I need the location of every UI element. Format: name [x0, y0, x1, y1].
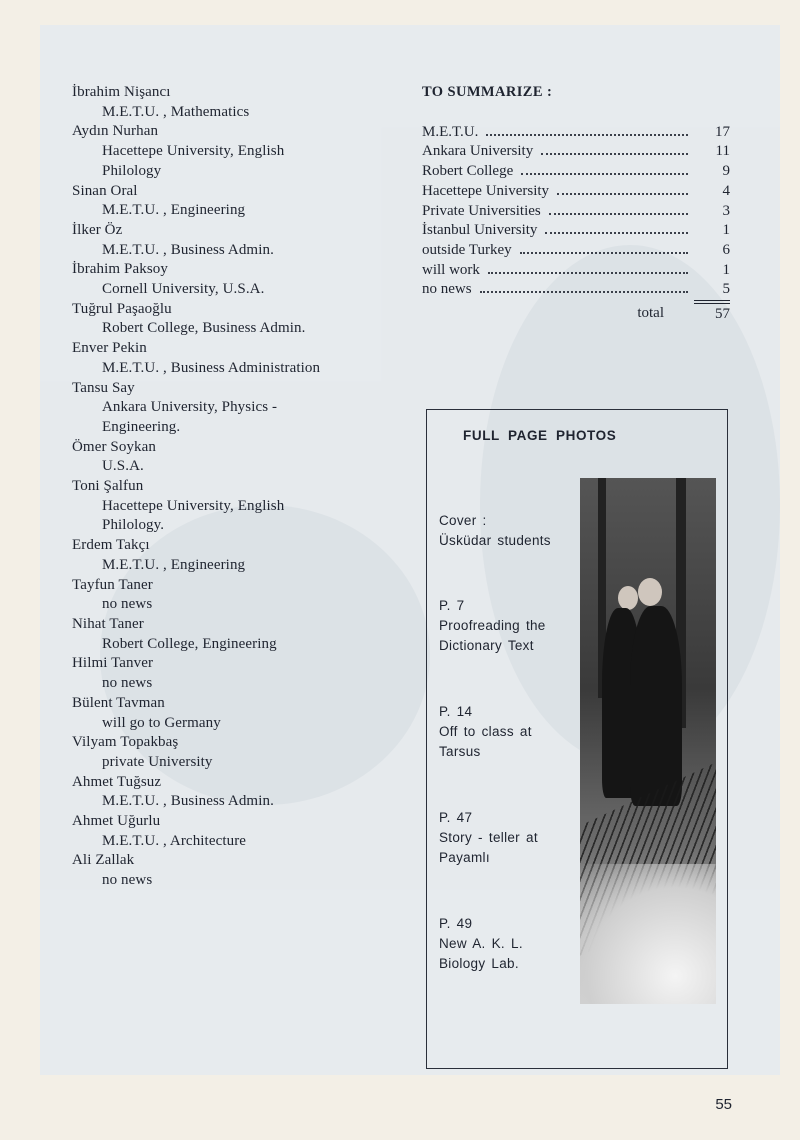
dot-leader — [480, 290, 688, 293]
roster-name: Ahmet Tuğsuz — [72, 773, 162, 790]
roster-name: İlker Öz — [72, 221, 123, 238]
summary-label: outside Turkey — [422, 241, 512, 258]
roster-name: Hilmi Tanver — [72, 655, 154, 672]
student-figure — [630, 606, 682, 806]
dot-leader — [488, 271, 688, 274]
roster-detail: no news — [102, 675, 153, 692]
roster-entry — [72, 733, 417, 772]
caption-line: Tarsus — [439, 744, 481, 759]
roster-detail: Hacettepe University, English — [102, 143, 285, 160]
roster-detail: M.E.T.U. , Architecture — [102, 832, 247, 849]
summary-label: Ankara University — [422, 143, 534, 160]
roster-name: Nihat Taner — [72, 615, 144, 632]
caption-line: P. 49 — [439, 916, 473, 931]
roster-entry — [72, 438, 417, 477]
page-number: 55 — [715, 1096, 732, 1113]
summary-value: 1 — [722, 222, 730, 239]
roster-detail: Ankara University, Physics - — [102, 399, 278, 416]
roster-name: Tayfun Taner — [72, 576, 153, 593]
roster-detail: no news — [102, 596, 153, 613]
caption-line: Story - teller at — [439, 830, 538, 845]
summary-row — [422, 202, 730, 222]
summary-label: İstanbul University — [422, 222, 538, 239]
summary-row — [422, 221, 730, 241]
roster-detail: M.E.T.U. , Business Administration — [102, 359, 321, 376]
roster-name: Tansu Say — [72, 379, 135, 396]
summary-total-value: 57 — [694, 303, 730, 324]
roster-entry — [72, 260, 417, 299]
summary-label: will work — [422, 261, 480, 278]
caption-line: Dictionary Text — [439, 638, 534, 653]
roster-entry — [72, 851, 417, 890]
roster-detail: Philology — [102, 162, 162, 179]
roster-name: Bülent Tavman — [72, 694, 165, 711]
caption-line: P. 7 — [439, 598, 465, 613]
roster-name: İbrahim Paksoy — [72, 261, 168, 278]
photos-title: FULL PAGE PHOTOS — [463, 428, 617, 443]
roster-detail: Robert College, Business Admin. — [102, 320, 306, 337]
roster-entry — [72, 221, 417, 260]
roster-name: Aydın Nurhan — [72, 123, 159, 140]
full-page-photos-box — [426, 409, 728, 1069]
students-walking-photo — [580, 478, 716, 1004]
summary-value: 1 — [722, 261, 730, 278]
roster-name: İbrahim Nişancı — [72, 84, 171, 100]
summary-table — [422, 83, 730, 324]
roster-detail: private University — [102, 753, 213, 770]
summary-value: 5 — [694, 280, 730, 301]
roster-entry — [72, 576, 417, 615]
roster-entry — [72, 122, 417, 181]
caption-line: Off to class at — [439, 724, 532, 739]
roster-entry — [72, 300, 417, 339]
roster-detail: no news — [102, 872, 153, 889]
caption-line: Cover : — [439, 513, 487, 528]
dot-leader — [549, 212, 688, 215]
summary-label: Hacettepe University — [422, 182, 550, 199]
summary-value: 17 — [715, 123, 730, 140]
roster-detail: M.E.T.U. , Engineering — [102, 556, 246, 573]
roster-detail: Robert College, Engineering — [102, 635, 277, 652]
summary-row — [422, 280, 730, 301]
roster-entry — [72, 654, 417, 693]
summary-label: Robert College — [422, 163, 514, 180]
summary-value: 3 — [722, 202, 730, 219]
roster-detail: Hacettepe University, English — [102, 497, 285, 514]
student-head — [618, 586, 638, 610]
caption-line: Biology Lab. — [439, 956, 519, 971]
roster-detail: will go to Germany — [102, 714, 221, 731]
roster-detail: M.E.T.U. , Engineering — [102, 202, 246, 219]
roster-entry — [72, 536, 417, 575]
dot-leader — [486, 133, 688, 136]
summary-total-label: total — [637, 305, 664, 322]
caption-line: Üsküdar students — [439, 533, 551, 548]
summary-row — [422, 261, 730, 281]
summary-row — [422, 241, 730, 261]
graduate-roster — [72, 83, 417, 891]
summary-row — [422, 123, 730, 143]
caption-line: P. 14 — [439, 704, 473, 719]
dot-leader — [520, 251, 688, 254]
dot-leader — [541, 152, 688, 155]
roster-name: Tuğrul Paşaoğlu — [72, 300, 172, 317]
roster-detail: M.E.T.U. , Business Admin. — [102, 793, 274, 810]
roster-detail: U.S.A. — [102, 458, 144, 475]
dot-leader — [545, 231, 688, 234]
dot-leader — [557, 192, 688, 195]
photo-caption-p14 — [439, 702, 532, 762]
caption-line: New A. K. L. — [439, 936, 523, 951]
roster-name: Ali Zallak — [72, 852, 135, 869]
summary-value: 4 — [722, 182, 730, 199]
roster-entry — [72, 773, 417, 812]
roster-entry — [72, 477, 417, 536]
roster-detail: Cornell University, U.S.A. — [102, 281, 265, 298]
roster-entry — [72, 694, 417, 733]
roster-entry — [72, 339, 417, 378]
photo-caption-cover — [439, 511, 551, 551]
roster-detail: Engineering. — [102, 418, 181, 435]
roster-entry — [72, 615, 417, 654]
summary-row — [422, 182, 730, 202]
roster-name: Toni Şalfun — [72, 478, 144, 495]
roster-name: Enver Pekin — [72, 340, 147, 357]
summary-total-row — [422, 303, 730, 324]
photo-caption-p47 — [439, 808, 538, 868]
summary-value: 6 — [722, 241, 730, 258]
roster-entry — [72, 812, 417, 851]
roster-detail: Philology. — [102, 517, 165, 534]
roster-name: Erdem Takçı — [72, 537, 150, 554]
roster-entry — [72, 83, 417, 122]
caption-line: P. 47 — [439, 810, 473, 825]
roster-name: Sinan Oral — [72, 182, 138, 199]
photo-caption-p49 — [439, 914, 523, 974]
summary-value: 9 — [722, 163, 730, 180]
photo-caption-p7 — [439, 596, 546, 656]
summary-heading: TO SUMMARIZE : — [422, 84, 553, 100]
dot-leader — [521, 172, 688, 175]
roster-detail: M.E.T.U. , Business Admin. — [102, 241, 274, 258]
summary-label: Private Universities — [422, 202, 541, 219]
caption-line: Proofreading the — [439, 618, 546, 633]
caption-line: Payamlı — [439, 850, 490, 865]
snow-ground — [580, 864, 716, 1004]
summary-label: M.E.T.U. — [422, 123, 479, 140]
roster-name: Ömer Soykan — [72, 438, 157, 455]
student-head — [638, 578, 662, 606]
summary-label: no news — [422, 281, 472, 298]
roster-detail: M.E.T.U. , Mathematics — [102, 103, 250, 120]
roster-entry — [72, 379, 417, 438]
summary-value: 11 — [715, 143, 730, 160]
summary-row — [422, 142, 730, 162]
summary-row — [422, 162, 730, 182]
roster-entry — [72, 182, 417, 221]
roster-name: Vilyam Topakbaş — [72, 734, 179, 751]
roster-name: Ahmet Uğurlu — [72, 813, 161, 830]
